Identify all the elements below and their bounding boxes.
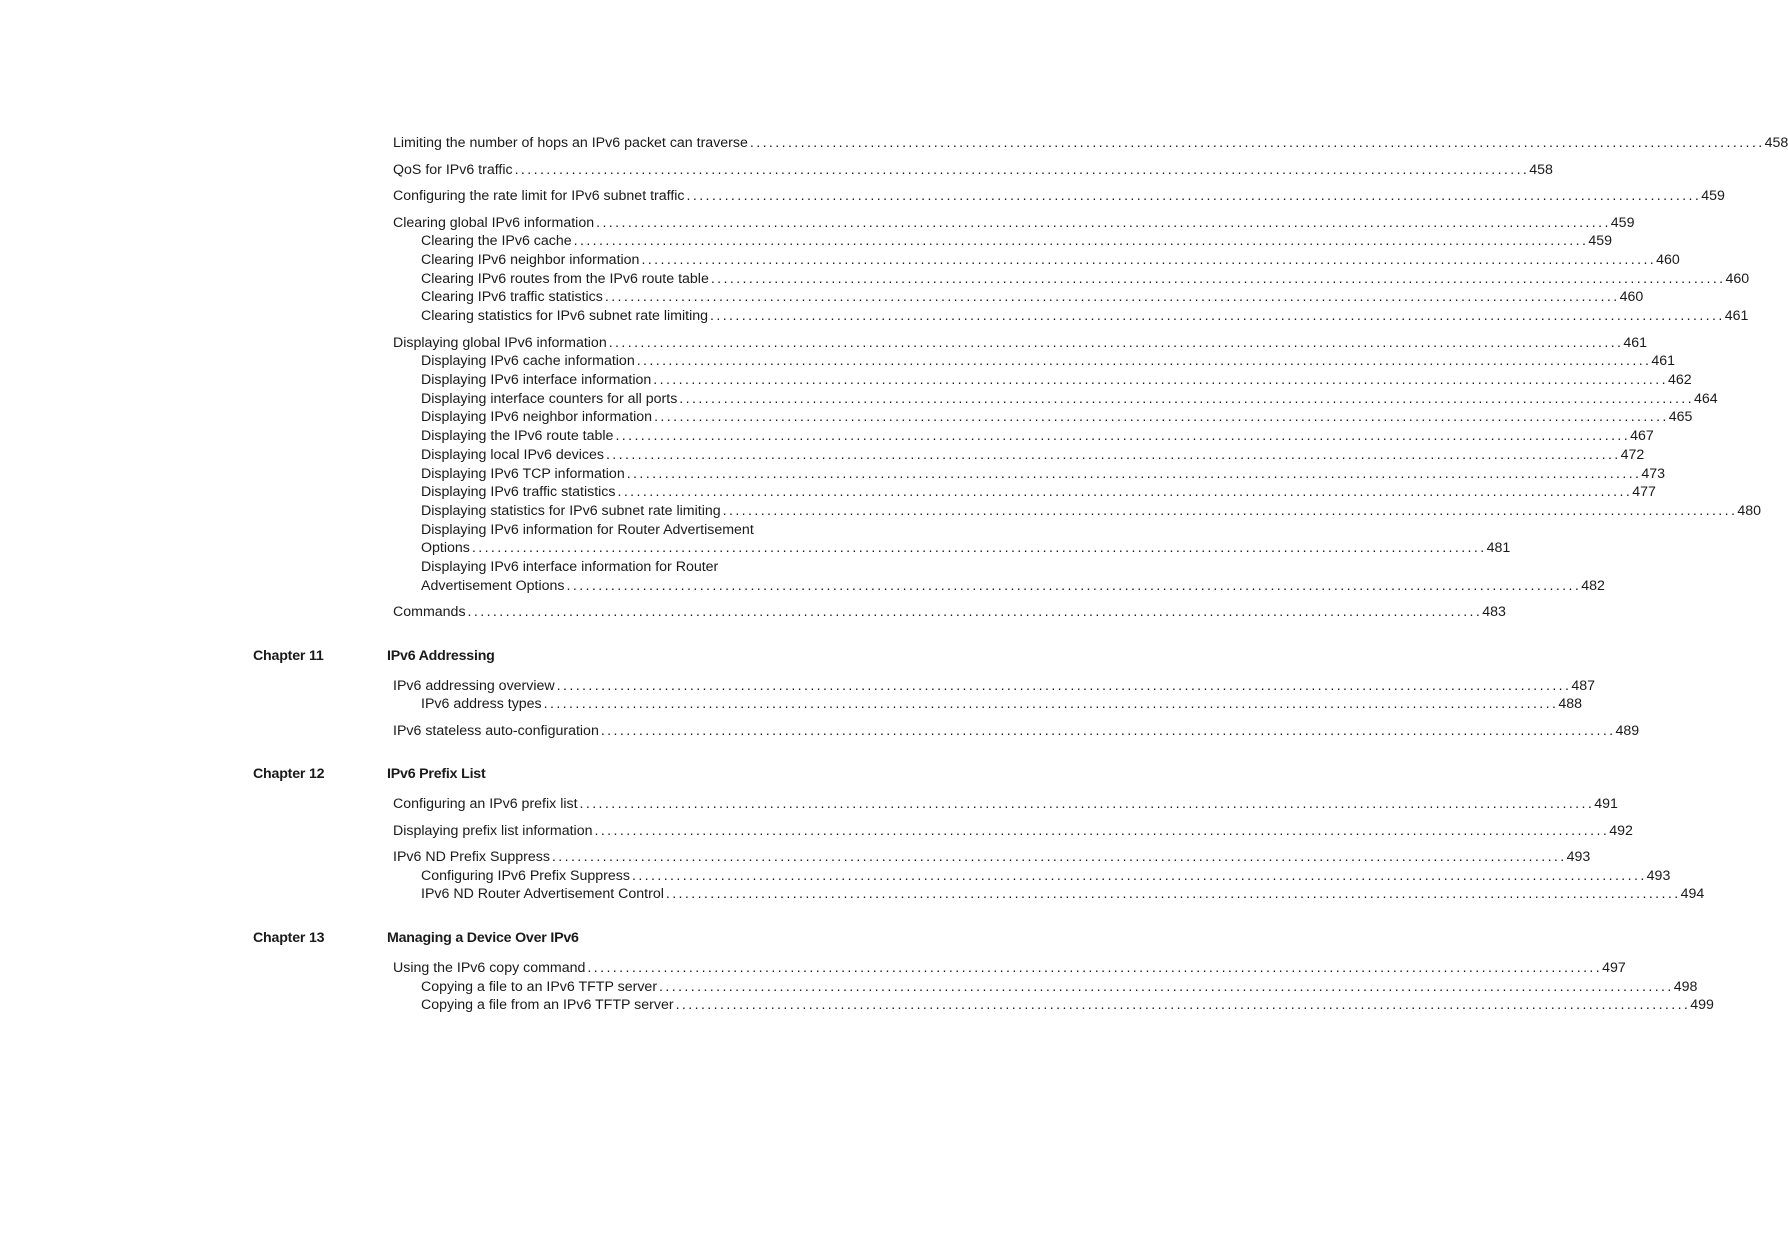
toc-entry-text: Displaying IPv6 TCP information <box>421 466 625 482</box>
toc-subentry[interactable] <box>421 577 1605 596</box>
toc-subentry[interactable] <box>421 390 1718 409</box>
toc-entry-text: Clearing IPv6 traffic statistics <box>421 289 603 305</box>
dot-leader: ................................................................................................................................................................ <box>654 409 1669 425</box>
dot-leader: ................................................................................................................................................................ <box>675 997 1691 1013</box>
dot-leader: ................................................................................................................................................................ <box>641 252 1657 268</box>
toc-entry-text: Copying a file from an IPv6 TFTP server <box>421 997 674 1013</box>
dot-leader: ................................................................................................................................................................ <box>653 372 1668 388</box>
dot-leader: ................................................................................................................................................................ <box>467 604 1483 620</box>
toc-entry[interactable] <box>393 795 1618 814</box>
toc-entry[interactable] <box>393 161 1553 180</box>
toc-entry-text: Using the IPv6 copy command <box>393 960 586 976</box>
toc-subentry[interactable] <box>421 288 1644 307</box>
toc-page-number: 462 <box>1667 372 1692 388</box>
toc-entry[interactable] <box>393 603 1506 622</box>
toc-page-number: 461 <box>1623 335 1648 351</box>
toc-page-number: 459 <box>1701 188 1725 204</box>
toc-entry[interactable] <box>393 959 1626 978</box>
dot-leader: ................................................................................................................................................................ <box>679 391 1694 407</box>
dot-leader: ................................................................................................................................................................ <box>596 215 1611 231</box>
toc-subentry[interactable] <box>421 270 1750 289</box>
toc-entry-text: IPv6 stateless auto-configuration <box>393 723 599 739</box>
dot-leader: ................................................................................................................................................................ <box>471 540 1487 556</box>
toc-page-number: 460 <box>1725 271 1750 287</box>
toc-entry[interactable] <box>393 848 1591 867</box>
toc-subentry[interactable] <box>421 539 1511 558</box>
dot-leader: ................................................................................................................................................................ <box>615 428 1631 444</box>
dot-leader: ................................................................................................................................................................ <box>722 503 1738 519</box>
dot-leader: ................................................................................................................................................................ <box>514 162 1530 178</box>
toc-entry-text: Clearing the IPv6 cache <box>421 233 572 249</box>
toc-entry-text: Displaying statistics for IPv6 subnet rate limiting <box>421 503 721 519</box>
toc-page-number: 497 <box>1602 960 1626 976</box>
toc-page-number: 498 <box>1673 979 1698 995</box>
toc-entry-text: Configuring an IPv6 prefix list <box>393 796 578 812</box>
toc-subentry[interactable] <box>421 251 1680 270</box>
toc-subentry[interactable] <box>421 978 1698 997</box>
toc-entry-text: Options <box>421 540 470 556</box>
toc-subentry[interactable] <box>421 352 1676 371</box>
toc-entry[interactable] <box>393 334 1648 353</box>
toc-entry[interactable] <box>393 677 1596 696</box>
chapter-title[interactable]: IPv6 Prefix List <box>387 766 486 782</box>
chapter-label: Chapter 12 <box>253 766 325 782</box>
dot-leader: ................................................................................................................................................................ <box>566 578 1582 594</box>
toc-subentry-wrapped-text[interactable]: Displaying IPv6 interface information for Router <box>421 559 719 575</box>
dot-leader: ................................................................................................................................................................ <box>749 135 1765 151</box>
toc-page-number: 461 <box>1651 353 1676 369</box>
toc-page-number: 483 <box>1482 604 1506 620</box>
toc-entry-text: Displaying local IPv6 devices <box>421 447 604 463</box>
toc-page-number: 459 <box>1610 215 1635 231</box>
toc-subentry[interactable] <box>421 483 1656 502</box>
toc-page-number: 493 <box>1646 868 1671 884</box>
toc-entry-text: Displaying IPv6 cache information <box>421 353 635 369</box>
toc-subentry[interactable] <box>421 232 1612 251</box>
toc-subentry[interactable] <box>421 695 1583 714</box>
toc-entry-text: Advertisement Options <box>421 578 565 594</box>
toc-subentry[interactable] <box>421 427 1654 446</box>
toc-subentry[interactable] <box>421 867 1671 886</box>
toc-page-number: 488 <box>1558 696 1583 712</box>
toc-page-number: 480 <box>1737 503 1761 519</box>
chapter-title[interactable]: IPv6 Addressing <box>387 648 495 664</box>
toc-page-number: 467 <box>1630 428 1654 444</box>
dot-leader: ................................................................................................................................................................ <box>617 484 1633 500</box>
toc-entry-text: Configuring the rate limit for IPv6 subnet traffic <box>393 188 685 204</box>
dot-leader: ................................................................................................................................................................ <box>551 849 1567 865</box>
dot-leader: ................................................................................................................................................................ <box>556 678 1572 694</box>
toc-entry-text: Limiting the number of hops an IPv6 packet can traverse <box>393 135 748 151</box>
toc-page-number: 492 <box>1609 823 1633 839</box>
toc-page-number: 493 <box>1566 849 1591 865</box>
toc-entry-text: Clearing global IPv6 information <box>393 215 595 231</box>
toc-page-number: 458 <box>1529 162 1553 178</box>
dot-leader: ................................................................................................................................................................ <box>600 723 1616 739</box>
toc-subentry[interactable] <box>421 307 1749 326</box>
dot-leader: ................................................................................................................................................................ <box>626 466 1642 482</box>
toc-subentry-wrapped-text[interactable]: Displaying IPv6 information for Router Advertisement <box>421 522 754 538</box>
dot-leader: ................................................................................................................................................................ <box>605 447 1621 463</box>
toc-subentry[interactable] <box>421 446 1645 465</box>
toc-page-number: 464 <box>1693 391 1718 407</box>
dot-leader: ................................................................................................................................................................ <box>710 271 1726 287</box>
toc-subentry[interactable] <box>421 408 1693 427</box>
toc-entry[interactable] <box>393 822 1633 841</box>
toc-page-number: 458 <box>1764 135 1788 151</box>
dot-leader: ................................................................................................................................................................ <box>686 188 1702 204</box>
dot-leader: ................................................................................................................................................................ <box>608 335 1624 351</box>
toc-subentry[interactable] <box>421 996 1714 1015</box>
toc-entry-text: Displaying prefix list information <box>393 823 593 839</box>
chapter-label: Chapter 13 <box>253 930 325 946</box>
toc-page-number: 465 <box>1668 409 1693 425</box>
toc-page-number: 460 <box>1656 252 1680 268</box>
toc-entry-text: Commands <box>393 604 466 620</box>
toc-entry-text: Displaying interface counters for all ports <box>421 391 678 407</box>
toc-entry-text: QoS for IPv6 traffic <box>393 162 513 178</box>
toc-entry-text: Clearing statistics for IPv6 subnet rate limiting <box>421 308 709 324</box>
toc-page-number: 460 <box>1619 289 1644 305</box>
toc-entry[interactable] <box>393 134 1788 153</box>
toc-page-number: 491 <box>1594 796 1618 812</box>
chapter-label: Chapter 11 <box>253 648 324 664</box>
toc-subentry[interactable] <box>421 502 1761 521</box>
dot-leader: ................................................................................................................................................................ <box>710 308 1725 324</box>
toc-subentry[interactable] <box>421 885 1705 904</box>
toc-page-number: 477 <box>1632 484 1656 500</box>
dot-leader: ................................................................................................................................................................ <box>659 979 1674 995</box>
toc-entry[interactable] <box>393 214 1635 233</box>
toc-entry-text: Displaying IPv6 traffic statistics <box>421 484 616 500</box>
toc-page-number: 461 <box>1724 308 1749 324</box>
dot-leader: ................................................................................................................................................................ <box>579 796 1595 812</box>
toc-entry[interactable] <box>393 187 1725 206</box>
toc-page-number: 481 <box>1486 540 1511 556</box>
toc-page-number: 489 <box>1615 723 1640 739</box>
chapter-title[interactable]: Managing a Device Over IPv6 <box>387 930 579 946</box>
toc-entry-text: IPv6 addressing overview <box>393 678 555 694</box>
toc-page-number: 494 <box>1680 886 1705 902</box>
dot-leader: ................................................................................................................................................................ <box>631 868 1647 884</box>
toc-entry-text: IPv6 address types <box>421 696 542 712</box>
toc-entry-text: Displaying IPv6 neighbor information <box>421 409 653 425</box>
toc-entry-text: IPv6 ND Router Advertisement Control <box>421 886 664 902</box>
toc-page-number: 487 <box>1571 678 1596 694</box>
dot-leader: ................................................................................................................................................................ <box>543 696 1559 712</box>
toc-entry-text: Displaying global IPv6 information <box>393 335 607 351</box>
dot-leader: ................................................................................................................................................................ <box>665 886 1681 902</box>
toc-subentry[interactable] <box>421 465 1666 484</box>
toc-entry-text: IPv6 ND Prefix Suppress <box>393 849 550 865</box>
toc-entry[interactable] <box>393 722 1640 741</box>
toc-page-number: 499 <box>1690 997 1714 1013</box>
toc-entry-text: Displaying the IPv6 route table <box>421 428 614 444</box>
dot-leader: ................................................................................................................................................................ <box>594 823 1610 839</box>
toc-page-number: 482 <box>1581 578 1605 594</box>
toc-page-number: 459 <box>1588 233 1612 249</box>
dot-leader: ................................................................................................................................................................ <box>636 353 1652 369</box>
toc-entry-text: Configuring IPv6 Prefix Suppress <box>421 868 630 884</box>
toc-entry-text: Clearing IPv6 neighbor information <box>421 252 640 268</box>
dot-leader: ................................................................................................................................................................ <box>587 960 1603 976</box>
toc-entry-text: Displaying IPv6 interface information <box>421 372 652 388</box>
toc-entry-text: Clearing IPv6 routes from the IPv6 route table <box>421 271 709 287</box>
toc-subentry[interactable] <box>421 371 1692 390</box>
dot-leader: ................................................................................................................................................................ <box>573 233 1589 249</box>
toc-entry-text: Copying a file to an IPv6 TFTP server <box>421 979 658 995</box>
toc-page-number: 473 <box>1641 466 1666 482</box>
dot-leader: ................................................................................................................................................................ <box>604 289 1620 305</box>
toc-page-number: 472 <box>1620 447 1645 463</box>
